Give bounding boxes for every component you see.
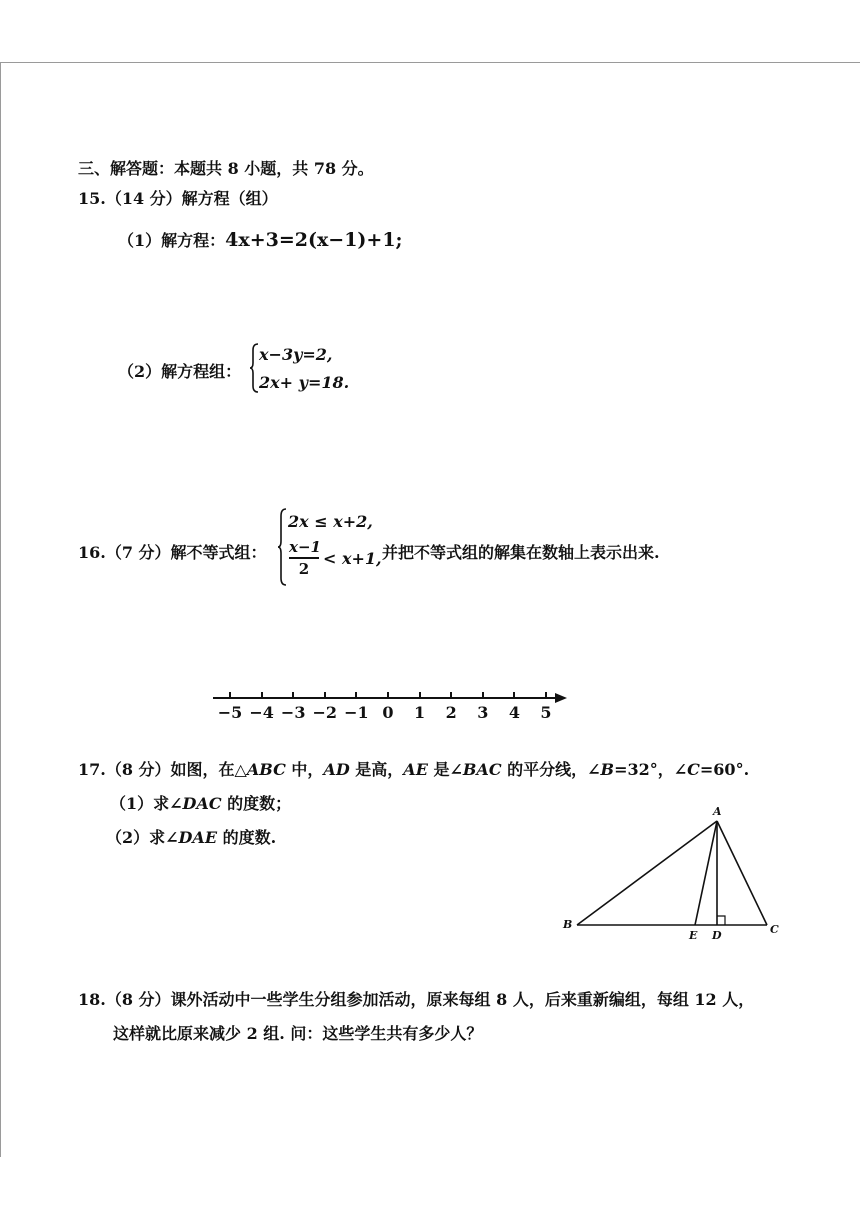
point-label-d: D bbox=[712, 929, 722, 942]
q16-row1: 2x ≤ x+2, bbox=[288, 512, 373, 531]
q15-title: 15.（14 分）解方程（组） bbox=[78, 189, 278, 208]
number-line-label: −2 bbox=[312, 703, 338, 722]
q17-part2-b: DAE bbox=[178, 828, 218, 847]
side-AB bbox=[577, 821, 717, 925]
q17-stem bbox=[78, 757, 749, 780]
number-line-label: −5 bbox=[217, 703, 243, 722]
number-line-label: −1 bbox=[344, 703, 369, 722]
q17-stem-a: 17.（8 分）如图，在△ bbox=[78, 760, 247, 779]
triangle-figure bbox=[556, 805, 792, 947]
number-line-label: −3 bbox=[280, 703, 306, 722]
q17-stem-g: 是∠ bbox=[427, 760, 463, 779]
page-left-border bbox=[0, 62, 1, 1157]
q17-part1-b: DAC bbox=[182, 794, 222, 813]
q16-fraction-denominator: 2 bbox=[298, 559, 310, 578]
vertex-label-b: B bbox=[563, 918, 573, 931]
q17-stem-f: AE bbox=[403, 760, 428, 779]
q16-lead: 16.（7 分）解不等式组： bbox=[78, 543, 267, 562]
q15-part1-equation: 4x+3=2(x−1)+1; bbox=[225, 229, 403, 251]
q17-stem-k: =32°，∠ bbox=[614, 760, 688, 779]
q17-part2-c: 的度数. bbox=[217, 828, 277, 847]
section-title: 三、解答题：本题共 8 小题，共 78 分。 bbox=[78, 159, 374, 178]
number-line-label: 5 bbox=[540, 703, 552, 722]
side-AC bbox=[717, 821, 767, 925]
number-line-tick bbox=[482, 692, 484, 699]
q17-stem-m: =60°. bbox=[699, 760, 750, 779]
q17-stem-h: BAC bbox=[462, 760, 502, 779]
number-line-label: 2 bbox=[445, 703, 457, 722]
number-line-tick bbox=[419, 692, 421, 699]
q15-system-row2: 2x+ y=18. bbox=[259, 373, 350, 392]
number-line-label: 3 bbox=[477, 703, 489, 722]
number-line bbox=[205, 683, 575, 729]
number-line-tick bbox=[513, 692, 515, 699]
number-line-label: −4 bbox=[249, 703, 274, 722]
q17-part1-a: （1）求∠ bbox=[110, 794, 183, 813]
q18-line2: 这样就比原来减少 2 组. 问：这些学生共有多少人？ bbox=[113, 1024, 483, 1043]
q15-part1-label: （1）解方程： bbox=[118, 231, 226, 250]
q15-system-row1: x−3y=2, bbox=[259, 345, 333, 364]
vertex-label-a: A bbox=[713, 805, 722, 818]
q16-fraction-numerator: x−1 bbox=[289, 538, 321, 556]
segment-AE bbox=[695, 821, 717, 925]
q16-fraction-bar bbox=[289, 557, 319, 559]
q17-stem-b: ABC bbox=[246, 760, 286, 779]
q16-row2-tail: < x+1, bbox=[323, 549, 382, 568]
q17-part2-a: （2）求∠ bbox=[106, 828, 179, 847]
vertex-label-c: C bbox=[770, 923, 779, 936]
number-line-tick bbox=[324, 692, 326, 699]
q18-line1: 18.（8 分）课外活动中一些学生分组参加活动，原来每组 8 人，后来重新编组，每组 12 人， bbox=[78, 990, 755, 1009]
number-line-label: 1 bbox=[414, 703, 426, 722]
q17-stem-d: AD bbox=[323, 760, 350, 779]
q15-part1 bbox=[118, 228, 403, 251]
q15-system-brace bbox=[249, 343, 259, 393]
q17-stem-e: 是高， bbox=[349, 760, 404, 779]
q17-stem-j: B bbox=[600, 760, 615, 779]
q17-part1 bbox=[110, 791, 291, 814]
q17-part2 bbox=[106, 825, 276, 848]
number-line-tick bbox=[545, 692, 547, 699]
q17-stem-l: C bbox=[687, 760, 700, 779]
number-line-tick bbox=[355, 692, 357, 699]
number-line-tick bbox=[292, 692, 294, 699]
number-line-tick bbox=[229, 692, 231, 699]
q17-stem-i: 的平分线，∠ bbox=[501, 760, 601, 779]
q16-tail: 并把不等式组的解集在数轴上表示出来. bbox=[382, 543, 660, 562]
number-line-label: 4 bbox=[508, 703, 520, 722]
q15-part2-label: （2）解方程组： bbox=[118, 362, 242, 381]
q16-system-brace bbox=[277, 508, 287, 586]
right-angle-mark bbox=[717, 916, 725, 925]
page-top-border bbox=[0, 62, 860, 63]
number-line-tick bbox=[387, 692, 389, 699]
q17-stem-c: 中， bbox=[285, 760, 324, 779]
number-line-tick bbox=[261, 692, 263, 699]
q16-fraction bbox=[289, 538, 319, 578]
q17-part1-c: 的度数； bbox=[221, 794, 292, 813]
point-label-e: E bbox=[689, 929, 698, 942]
number-line-label: 0 bbox=[382, 703, 394, 722]
number-line-tick bbox=[450, 692, 452, 699]
